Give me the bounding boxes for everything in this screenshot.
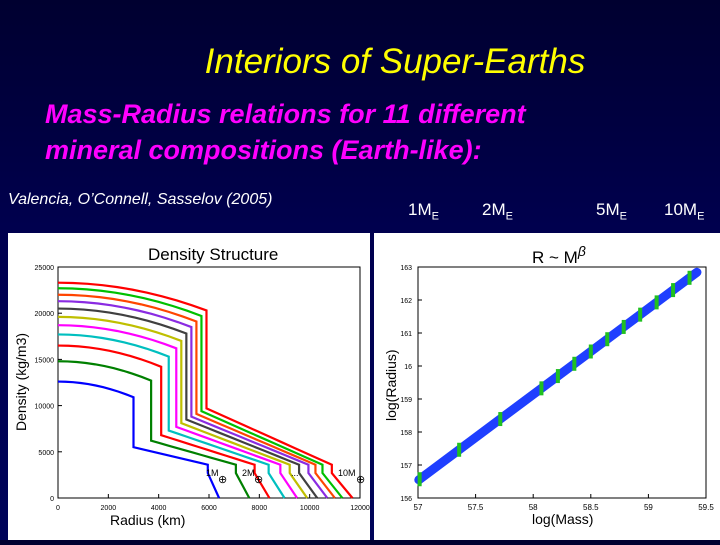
mr-marker xyxy=(418,472,422,486)
mass-label-10 xyxy=(664,200,704,222)
density-x-tick-label: 0 xyxy=(56,505,60,512)
earth-symbol-icon: ⊕ xyxy=(254,474,264,486)
mr-x-label: log(Mass) xyxy=(532,511,594,527)
mr-marker xyxy=(605,332,609,346)
mr-x-tick-label: 59 xyxy=(643,503,653,512)
density-y-tick-label: 0 xyxy=(50,496,54,503)
mr-marker xyxy=(655,295,659,309)
citation: Valencia, O’Connell, Sasselov (2005) xyxy=(8,191,273,208)
earth-symbol-icon: ⊕ xyxy=(356,474,366,486)
density-x-tick-label: 8000 xyxy=(251,505,268,512)
density-x-label: Radius (km) xyxy=(110,512,186,528)
slide-title: Interiors of Super-Earths xyxy=(204,42,586,81)
mr-x-tick-label: 58.5 xyxy=(583,503,599,512)
mass-label-text: 10M xyxy=(664,200,698,219)
mr-marker xyxy=(688,271,692,285)
density-y-label: Density (kg/m3) xyxy=(13,332,29,431)
density-y-tick-label: 20000 xyxy=(34,311,54,319)
density-series-line xyxy=(58,325,297,498)
mass-label-text: 2M xyxy=(482,200,506,219)
density-panel xyxy=(8,233,370,540)
mr-y-tick-label: 156 xyxy=(400,496,412,503)
slide-subtitle xyxy=(45,96,526,168)
density-x-tick-label: 10000 xyxy=(299,505,320,512)
mr-marker xyxy=(638,308,642,322)
mass-label-sub: E xyxy=(505,210,513,223)
mass-label-text: 5M xyxy=(596,200,620,219)
mr-x-tick-label: 57.5 xyxy=(467,503,484,512)
mr-x-tick-label: 58 xyxy=(528,503,538,512)
density-x-tick-label: 6000 xyxy=(201,505,217,512)
mr-y-tick-label: 162 xyxy=(400,298,412,305)
density-x-tick-label: 2000 xyxy=(100,505,117,512)
mr-y-tick-label: 16 xyxy=(404,364,412,371)
density-y-tick-label: 25000 xyxy=(34,265,54,272)
mr-marker xyxy=(622,320,626,334)
density-annotation: 2M xyxy=(242,468,255,478)
mass-label-sub: E xyxy=(697,210,705,223)
subtitle-line-2: mineral compositions (Earth-like): xyxy=(45,135,482,165)
mr-axes xyxy=(400,265,714,512)
earth-symbol-icon: ⊕ xyxy=(218,474,228,486)
mass-radius-chart xyxy=(374,233,720,540)
mass-label-1 xyxy=(408,200,439,222)
mr-y-label: log(Radius) xyxy=(383,349,399,421)
mr-marker xyxy=(671,283,675,297)
density-series-line xyxy=(58,301,327,498)
mass-label-5 xyxy=(596,200,627,222)
mr-marker xyxy=(457,443,461,457)
mass-label-2 xyxy=(482,200,513,222)
density-x-tick-label: 12000 xyxy=(350,505,370,512)
mr-marker xyxy=(589,345,593,359)
mr-y-tick-label: 158 xyxy=(400,430,412,437)
mr-x-tick-label: 59.5 xyxy=(698,503,714,512)
density-series-line xyxy=(58,317,307,498)
density-chart xyxy=(8,233,370,540)
density-x-tick-label: 4000 xyxy=(150,505,167,512)
mr-y-tick-label: 157 xyxy=(400,463,412,470)
density-series-group xyxy=(58,283,352,498)
density-annotation: ... xyxy=(291,468,299,478)
mr-marker xyxy=(498,412,502,426)
mr-chart-title: R ~ $M^\beta$ xyxy=(532,243,586,267)
mr-y-tick-label: 159 xyxy=(400,397,412,404)
density-annotation: 10M xyxy=(338,468,356,478)
density-y-tick-label: 15000 xyxy=(34,357,54,365)
mass-label-text: 1M xyxy=(408,200,432,219)
density-annotation: 1M xyxy=(206,468,219,478)
density-y-tick-label: 10000 xyxy=(34,403,54,411)
mr-y-tick-label: 161 xyxy=(400,331,412,338)
mr-series-group xyxy=(418,271,697,486)
massradius-panel xyxy=(374,233,720,540)
mr-y-tick-label: 163 xyxy=(400,265,412,272)
mass-label-sub: E xyxy=(431,210,439,223)
mass-label-sub: E xyxy=(619,210,627,223)
subtitle-line-1: Mass-Radius relations for 11 different xyxy=(45,99,526,129)
mr-marker xyxy=(556,369,560,383)
density-chart-title: Density Structure xyxy=(148,245,279,264)
density-y-tick-label: 5000 xyxy=(38,449,54,457)
mr-marker xyxy=(572,357,576,371)
mr-x-tick-label: 57 xyxy=(413,503,423,512)
mr-marker xyxy=(539,381,543,395)
